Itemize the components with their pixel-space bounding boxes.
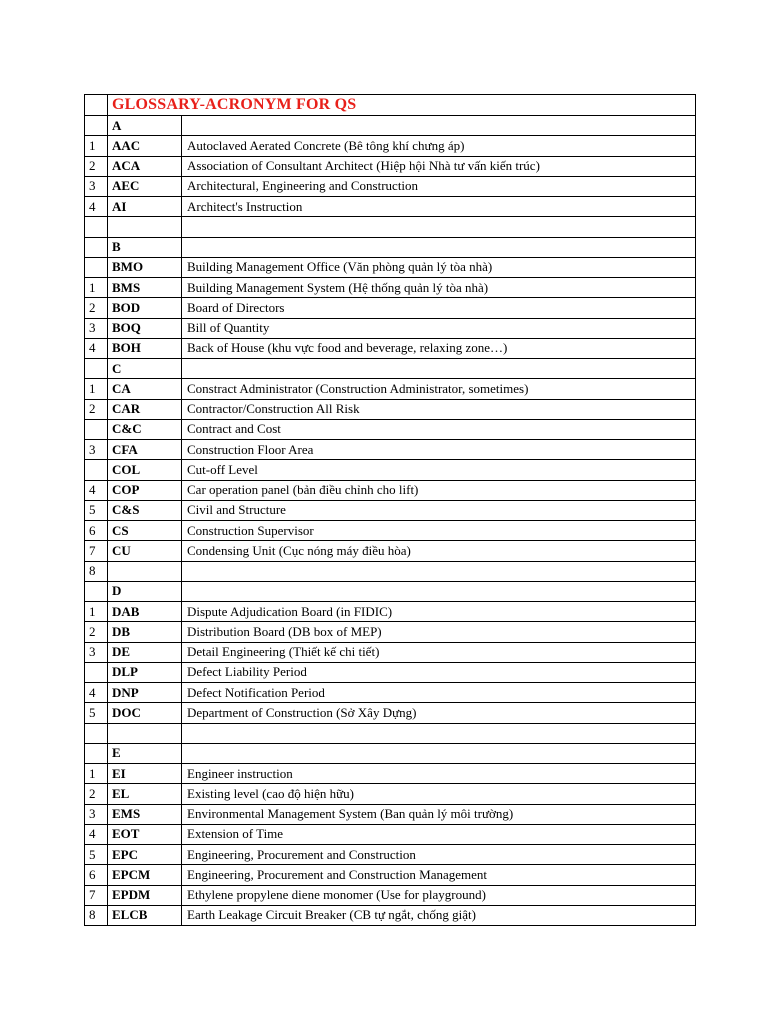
glossary-entry-row bbox=[85, 298, 696, 318]
glossary-entry-row bbox=[85, 804, 696, 824]
glossary-entry-row bbox=[85, 784, 696, 804]
entry-definition: Architectural, Engineering and Construction bbox=[182, 176, 696, 196]
glossary-entry-row bbox=[85, 480, 696, 500]
entry-number: 4 bbox=[85, 824, 108, 844]
entry-acronym: ACA bbox=[108, 156, 182, 176]
entry-acronym: DAB bbox=[108, 602, 182, 622]
glossary-entry-row bbox=[85, 845, 696, 865]
glossary-title: GLOSSARY-ACRONYM FOR QS bbox=[108, 95, 696, 116]
entry-number: 3 bbox=[85, 642, 108, 662]
entry-acronym: CU bbox=[108, 541, 182, 561]
entry-acronym: EL bbox=[108, 784, 182, 804]
entry-definition: Department of Construction (Sở Xây Dựng) bbox=[182, 703, 696, 723]
entry-acronym: CS bbox=[108, 521, 182, 541]
entry-acronym bbox=[108, 723, 182, 743]
entry-definition: Constract Administrator (Construction Administrator, sometimes) bbox=[182, 379, 696, 399]
entry-definition bbox=[182, 723, 696, 743]
entry-acronym: DOC bbox=[108, 703, 182, 723]
entry-definition: Back of House (khu vực food and beverage, relaxing zone…) bbox=[182, 338, 696, 358]
glossary-entry-row bbox=[85, 683, 696, 703]
section-letter: B bbox=[108, 237, 182, 257]
entry-definition: Distribution Board (DB box of MEP) bbox=[182, 622, 696, 642]
section-header-row bbox=[85, 359, 696, 379]
glossary-entry-row bbox=[85, 561, 696, 581]
title-num-cell bbox=[85, 95, 108, 116]
glossary-entry-row bbox=[85, 399, 696, 419]
entry-number bbox=[85, 460, 108, 480]
glossary-entry-row bbox=[85, 460, 696, 480]
section-letter: A bbox=[108, 116, 182, 136]
entry-definition: Extension of Time bbox=[182, 824, 696, 844]
glossary-entry-row bbox=[85, 521, 696, 541]
glossary-entry-row bbox=[85, 156, 696, 176]
section-header-row bbox=[85, 743, 696, 763]
entry-definition: Cut-off Level bbox=[182, 460, 696, 480]
entry-definition bbox=[182, 217, 696, 237]
entry-acronym: ELCB bbox=[108, 905, 182, 925]
entry-number: 1 bbox=[85, 602, 108, 622]
entry-acronym: EOT bbox=[108, 824, 182, 844]
entry-definition: Association of Consultant Architect (Hiệp hội Nhà tư vấn kiến trúc) bbox=[182, 156, 696, 176]
section-header-row bbox=[85, 237, 696, 257]
entry-definition: Civil and Structure bbox=[182, 500, 696, 520]
entry-definition: Board of Directors bbox=[182, 298, 696, 318]
entry-acronym: EPCM bbox=[108, 865, 182, 885]
entry-number: 4 bbox=[85, 683, 108, 703]
glossary-entry-row bbox=[85, 703, 696, 723]
entry-definition: Autoclaved Aerated Concrete (Bê tông khí chưng áp) bbox=[182, 136, 696, 156]
entry-number: 8 bbox=[85, 905, 108, 925]
entry-number: 3 bbox=[85, 318, 108, 338]
glossary-entry-row bbox=[85, 824, 696, 844]
glossary-entry-row bbox=[85, 865, 696, 885]
entry-definition: Contract and Cost bbox=[182, 419, 696, 439]
entry-definition: Dispute Adjudication Board (in FIDIC) bbox=[182, 602, 696, 622]
section-def-cell bbox=[182, 237, 696, 257]
entry-number: 5 bbox=[85, 703, 108, 723]
glossary-table bbox=[84, 94, 696, 926]
entry-number: 4 bbox=[85, 480, 108, 500]
glossary-entry-row bbox=[85, 338, 696, 358]
entry-acronym: EPC bbox=[108, 845, 182, 865]
entry-acronym: COL bbox=[108, 460, 182, 480]
entry-definition: Defect Notification Period bbox=[182, 683, 696, 703]
entry-number bbox=[85, 419, 108, 439]
entry-definition: Defect Liability Period bbox=[182, 662, 696, 682]
glossary-entry-row bbox=[85, 642, 696, 662]
section-def-cell bbox=[182, 116, 696, 136]
entry-number: 3 bbox=[85, 440, 108, 460]
section-def-cell bbox=[182, 359, 696, 379]
entry-acronym: CAR bbox=[108, 399, 182, 419]
entry-acronym: C&S bbox=[108, 500, 182, 520]
entry-definition: Existing level (cao độ hiện hữu) bbox=[182, 784, 696, 804]
entry-acronym: AAC bbox=[108, 136, 182, 156]
glossary-entry-row bbox=[85, 764, 696, 784]
entry-acronym: AI bbox=[108, 197, 182, 217]
entry-number: 3 bbox=[85, 804, 108, 824]
glossary-entry-row bbox=[85, 440, 696, 460]
entry-definition: Engineering, Procurement and Construction bbox=[182, 845, 696, 865]
entry-number bbox=[85, 662, 108, 682]
entry-acronym: CA bbox=[108, 379, 182, 399]
section-def-cell bbox=[182, 743, 696, 763]
entry-definition: Construction Floor Area bbox=[182, 440, 696, 460]
glossary-entry-row bbox=[85, 217, 696, 237]
glossary-entry-row bbox=[85, 278, 696, 298]
glossary-entry-row bbox=[85, 136, 696, 156]
glossary-entry-row bbox=[85, 622, 696, 642]
entry-definition: Architect's Instruction bbox=[182, 197, 696, 217]
section-letter: E bbox=[108, 743, 182, 763]
entry-acronym: BOD bbox=[108, 298, 182, 318]
entry-acronym: BMO bbox=[108, 257, 182, 277]
entry-number: 2 bbox=[85, 298, 108, 318]
entry-number: 2 bbox=[85, 784, 108, 804]
entry-acronym: C&C bbox=[108, 419, 182, 439]
entry-definition: Ethylene propylene diene monomer (Use for playground) bbox=[182, 885, 696, 905]
entry-definition bbox=[182, 561, 696, 581]
entry-definition: Condensing Unit (Cục nóng máy điều hòa) bbox=[182, 541, 696, 561]
entry-number: 2 bbox=[85, 622, 108, 642]
section-num-cell bbox=[85, 116, 108, 136]
entry-acronym bbox=[108, 217, 182, 237]
entry-acronym: EPDM bbox=[108, 885, 182, 905]
entry-definition: Engineering, Procurement and Construction Management bbox=[182, 865, 696, 885]
entry-number: 5 bbox=[85, 500, 108, 520]
entry-acronym: COP bbox=[108, 480, 182, 500]
glossary-entry-row bbox=[85, 318, 696, 338]
entry-number: 1 bbox=[85, 278, 108, 298]
entry-number: 8 bbox=[85, 561, 108, 581]
entry-number: 4 bbox=[85, 338, 108, 358]
section-def-cell bbox=[182, 581, 696, 601]
glossary-entry-row bbox=[85, 257, 696, 277]
entry-number: 1 bbox=[85, 764, 108, 784]
entry-number: 4 bbox=[85, 197, 108, 217]
entry-number: 3 bbox=[85, 176, 108, 196]
entry-definition: Environmental Management System (Ban quản lý môi trường) bbox=[182, 804, 696, 824]
glossary-entry-row bbox=[85, 885, 696, 905]
entry-acronym: EI bbox=[108, 764, 182, 784]
glossary-entry-row bbox=[85, 379, 696, 399]
entry-number: 7 bbox=[85, 885, 108, 905]
entry-definition: Earth Leakage Circuit Breaker (CB tự ngắt, chống giật) bbox=[182, 905, 696, 925]
entry-acronym bbox=[108, 561, 182, 581]
entry-definition: Building Management System (Hệ thống quản lý tòa nhà) bbox=[182, 278, 696, 298]
entry-definition: Contractor/Construction All Risk bbox=[182, 399, 696, 419]
glossary-entry-row bbox=[85, 197, 696, 217]
entry-number: 1 bbox=[85, 136, 108, 156]
entry-acronym: BOQ bbox=[108, 318, 182, 338]
glossary-entry-row bbox=[85, 176, 696, 196]
entry-number bbox=[85, 723, 108, 743]
entry-definition: Building Management Office (Văn phòng quản lý tòa nhà) bbox=[182, 257, 696, 277]
entry-definition: Engineer instruction bbox=[182, 764, 696, 784]
section-header-row bbox=[85, 581, 696, 601]
entry-acronym: BMS bbox=[108, 278, 182, 298]
entry-number bbox=[85, 257, 108, 277]
section-num-cell bbox=[85, 743, 108, 763]
entry-acronym: EMS bbox=[108, 804, 182, 824]
section-num-cell bbox=[85, 237, 108, 257]
glossary-entry-row bbox=[85, 662, 696, 682]
entry-definition: Construction Supervisor bbox=[182, 521, 696, 541]
entry-number: 2 bbox=[85, 399, 108, 419]
entry-definition: Bill of Quantity bbox=[182, 318, 696, 338]
entry-acronym: DE bbox=[108, 642, 182, 662]
entry-number: 5 bbox=[85, 845, 108, 865]
entry-number: 2 bbox=[85, 156, 108, 176]
entry-definition: Car operation panel (bản điều chỉnh cho lift) bbox=[182, 480, 696, 500]
entry-number: 1 bbox=[85, 379, 108, 399]
title-row bbox=[85, 95, 696, 116]
entry-number: 7 bbox=[85, 541, 108, 561]
glossary-entry-row bbox=[85, 541, 696, 561]
glossary-entry-row bbox=[85, 602, 696, 622]
entry-number bbox=[85, 217, 108, 237]
entry-acronym: DB bbox=[108, 622, 182, 642]
entry-acronym: CFA bbox=[108, 440, 182, 460]
glossary-entry-row bbox=[85, 419, 696, 439]
entry-acronym: AEC bbox=[108, 176, 182, 196]
glossary-entry-row bbox=[85, 905, 696, 925]
entry-definition: Detail Engineering (Thiết kế chi tiết) bbox=[182, 642, 696, 662]
entry-acronym: DLP bbox=[108, 662, 182, 682]
entry-acronym: DNP bbox=[108, 683, 182, 703]
section-num-cell bbox=[85, 359, 108, 379]
glossary-body bbox=[85, 95, 696, 926]
section-num-cell bbox=[85, 581, 108, 601]
entry-acronym: BOH bbox=[108, 338, 182, 358]
section-letter: C bbox=[108, 359, 182, 379]
section-letter: D bbox=[108, 581, 182, 601]
glossary-entry-row bbox=[85, 723, 696, 743]
entry-number: 6 bbox=[85, 865, 108, 885]
entry-number: 6 bbox=[85, 521, 108, 541]
glossary-entry-row bbox=[85, 500, 696, 520]
section-header-row bbox=[85, 116, 696, 136]
